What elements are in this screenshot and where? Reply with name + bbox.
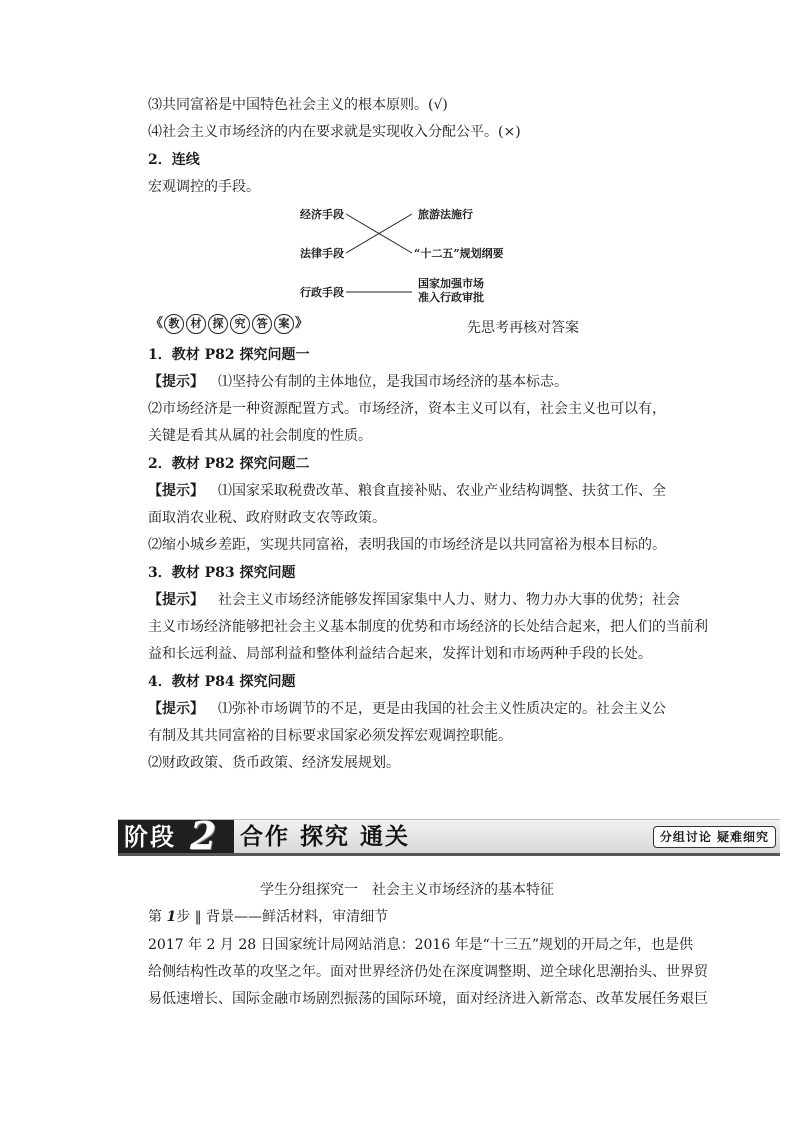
q2-answer-a-line2: 面取消农业税、政府财政支农等政策。: [148, 510, 386, 526]
q4-answer-b: ⑵财政政策、货币政策、经济发展规划。: [148, 755, 400, 771]
explore-paragraph-line3: 易低速增长、国际金融市场剧烈振荡的国际环境，面对经济进入新常态、改革发展任务艰巨: [148, 991, 708, 1007]
banner-chip: 究: [230, 314, 250, 334]
step-prefix: 第: [148, 909, 162, 925]
q4-answer-a-text: ⑴弥补市场调节的不足，更是由我国的社会主义性质决定的。社会主义公: [218, 701, 666, 717]
q3-heading: 3．教材 P83 探究问题: [148, 565, 296, 581]
banner-chip: 答: [252, 314, 272, 334]
explore-paragraph-line1: 2017 年 2 月 28 日国家统计局网站消息：2016 年是“十三五”规划的开局之年，也是供: [148, 937, 693, 953]
q3-answer-line1: [148, 590, 680, 610]
answer-note: 先思考再核对答案: [467, 320, 579, 336]
q3-answer-line2: 主义市场经济能够把社会主义基本制度的优势和市场经济的长处结合起来，把人们的当前利: [148, 619, 708, 635]
step-number: 1: [166, 909, 177, 925]
q2-heading: 2．教材 P82 探究问题二: [148, 456, 310, 472]
q2-answer-a-text: ⑴国家采取税费改革、粮食直接补贴、农业产业结构调整、扶贫工作、全: [218, 483, 666, 499]
tip-label: 【提示】: [148, 374, 204, 390]
diagram-left-admin: 行政手段: [300, 286, 344, 299]
tip-label: 【提示】: [148, 701, 204, 717]
tip-label: 【提示】: [148, 483, 204, 499]
diagram-right-tourism-law: 旅游法施行: [418, 208, 473, 221]
q3-answer-text: 社会主义市场经济能够发挥国家集中人力、财力、物力办大事的优势；社会: [218, 592, 680, 608]
q1-answer-b-line1: ⑵市场经济是一种资源配置方式。市场经济，资本主义可以有，社会主义也可以有，: [148, 401, 666, 417]
connect-intro: 宏观调控的手段。: [148, 179, 260, 195]
review-item-3: ⑶共同富裕是中国特色社会主义的根本原则。(√): [148, 97, 448, 113]
q2-answer-b: ⑵缩小城乡差距，实现共同富裕，表明我国的市场经济是以共同富裕为根本目标的。: [148, 537, 666, 553]
stage-label: 阶段: [118, 820, 234, 853]
connect-heading: 2．连线: [148, 152, 200, 168]
q1-answer-a-text: ⑴坚持公有制的主体地位，是我国市场经济的基本标志。: [218, 374, 568, 390]
diagram-left-economic: 经济手段: [300, 208, 344, 221]
q1-answer-a: [148, 372, 568, 392]
step-line: [148, 907, 388, 927]
matching-diagram: [290, 200, 550, 310]
q3-answer-line3: 益和长远利益、局部利益和整体利益结合起来，发挥计划和市场两种手段的长处。: [148, 646, 652, 662]
double-chevron-right-icon: 》: [295, 316, 309, 331]
banner-chip: 案: [274, 314, 294, 334]
step-text: 步 ‖ 背景——鲜活材料，审清细节: [176, 909, 389, 925]
q1-heading: 1．教材 P82 探究问题一: [148, 347, 310, 363]
q4-heading: 4．教材 P84 探究问题: [148, 674, 296, 690]
banner-chip: 教: [164, 314, 184, 334]
q4-answer-a-line2: 有制及其共同富裕的目标要求国家必须发挥宏观调控职能。: [148, 728, 512, 744]
stage-tag: 分组讨论 疑难细究: [653, 826, 776, 848]
review-item-4: ⑷社会主义市场经济的内在要求就是实现收入分配公平。(×): [148, 124, 521, 140]
q4-answer-a-line1: [148, 699, 666, 719]
diagram-right-five-year-plan: “十二五”规划纲要: [414, 247, 504, 260]
double-chevron-left-icon: 《: [150, 316, 164, 331]
stage-number: 2: [190, 813, 217, 858]
stage-title: 合作 探究 通关: [240, 823, 411, 850]
tip-label: 【提示】: [148, 592, 204, 608]
stage-banner: [118, 813, 780, 858]
q2-answer-a-line1: [148, 481, 666, 501]
diagram-right-market-access-1: 国家加强市场: [418, 277, 484, 290]
answer-banner: [150, 312, 308, 334]
q1-answer-b-line2: 关键是看其从属的社会制度的性质。: [148, 428, 372, 444]
banner-chip: 材: [186, 314, 206, 334]
banner-chip: 探: [208, 314, 228, 334]
diagram-left-legal: 法律手段: [300, 247, 344, 260]
diagram-right-market-access-2: 准入行政审批: [418, 291, 484, 304]
explore-paragraph-line2: 给侧结构性改革的攻坚之年。面对世界经济仍处在深度调整期、逆全球化思潮抬头、世界贸: [148, 964, 708, 980]
explore-title: 学生分组探究一 社会主义市场经济的基本特征: [260, 882, 554, 898]
